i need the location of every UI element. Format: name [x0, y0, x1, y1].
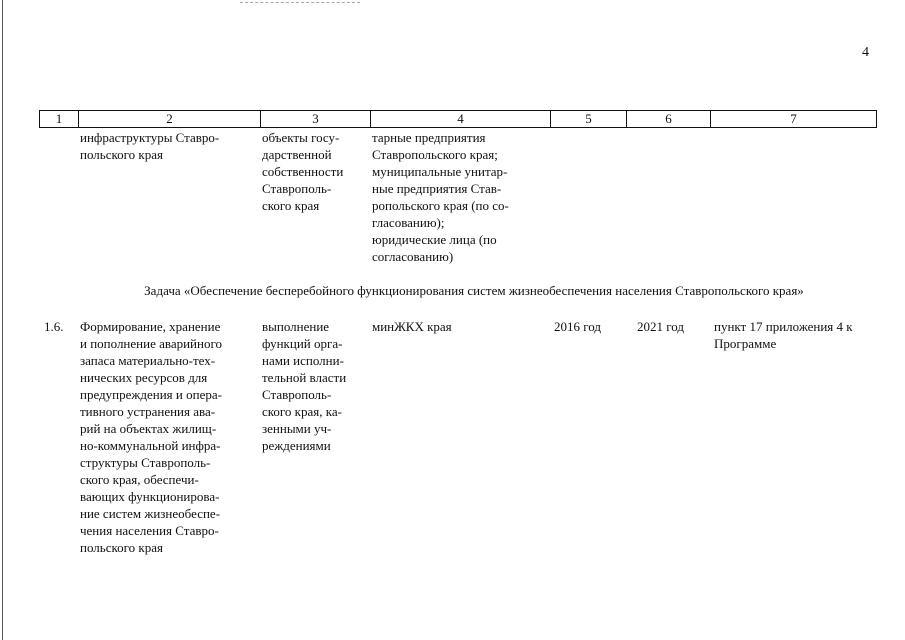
table-header-row: [39, 110, 877, 128]
continued-description: [80, 129, 252, 163]
continued-executors: [372, 129, 537, 265]
header-col-2: 2: [78, 111, 260, 127]
row-description: [80, 318, 252, 556]
text-line: выполнение: [262, 319, 330, 334]
header-col-4: 4: [370, 111, 550, 127]
text-line: согласованию): [372, 249, 454, 264]
row-number: 1.6.: [44, 319, 64, 334]
header-col-7: 7: [710, 111, 876, 127]
text-line: запаса материально-тех-: [80, 353, 216, 368]
page-top-mark: [240, 2, 360, 4]
text-line: зенными уч-: [262, 421, 332, 436]
text-line: Ставрополь-: [262, 181, 332, 196]
text-line: ского края: [262, 198, 320, 213]
text-line: польского края: [80, 540, 163, 555]
text-line: Ставрополь-: [262, 387, 332, 402]
text-line: нами исполни-: [262, 353, 344, 368]
text-line: объекты госу-: [262, 130, 340, 145]
text-line: Формирование, хранение: [80, 319, 221, 334]
row-end-year: 2021 год: [637, 319, 684, 334]
text-line: польского края: [80, 147, 163, 162]
text-line: собственности: [262, 164, 344, 179]
text-line: функций орга-: [262, 336, 343, 351]
text-line: Программе: [714, 336, 777, 351]
text-line: юридические лица (по: [372, 232, 497, 247]
text-line: реждениями: [262, 438, 331, 453]
text-line: и пополнение аварийного: [80, 336, 222, 351]
text-line: рий на объектах жилищ-: [80, 421, 217, 436]
text-line: инфраструктуры Ставро-: [80, 130, 220, 145]
row-funding: [262, 318, 362, 454]
row-start-year: 2016 год: [554, 319, 601, 334]
text-line: ние систем жизнеобеспе-: [80, 506, 221, 521]
text-line: тарные предприятия: [372, 130, 486, 145]
text-line: пункт 17 приложения 4 к: [714, 319, 853, 334]
text-line: Ставропольского края;: [372, 147, 498, 162]
text-line: но-коммунальной инфра-: [80, 438, 221, 453]
task-heading: Задача «Обеспечение бесперебойного функционирования систем жизнеобеспечения населения Ставропольского края»: [144, 283, 804, 298]
text-line: муниципальные унитар-: [372, 164, 508, 179]
continued-funding: [262, 129, 362, 214]
header-col-6: 6: [626, 111, 710, 127]
text-line: ского края, ка-: [262, 404, 342, 419]
text-line: гласованию);: [372, 215, 445, 230]
text-line: предупреждения и опера-: [80, 387, 222, 402]
text-line: чения населения Ставро-: [80, 523, 219, 538]
text-line: ропольского края (по со-: [372, 198, 509, 213]
row-executor: минЖКХ края: [372, 319, 452, 334]
text-line: ского края, обеспечи-: [80, 472, 199, 487]
text-line: вающих функционирова-: [80, 489, 220, 504]
header-col-3: 3: [260, 111, 370, 127]
text-line: дарственной: [262, 147, 332, 162]
row-indicator: [714, 318, 880, 352]
page-left-edge: [2, 0, 3, 640]
text-line: нических ресурсов для: [80, 370, 208, 385]
header-col-5: 5: [550, 111, 626, 127]
text-line: тивного устранения ава-: [80, 404, 216, 419]
header-col-1: 1: [55, 111, 63, 126]
text-line: ные предприятия Став-: [372, 181, 502, 196]
text-line: тельной власти: [262, 370, 347, 385]
text-line: структуры Ставрополь-: [80, 455, 211, 470]
page-number: 4: [862, 45, 869, 60]
